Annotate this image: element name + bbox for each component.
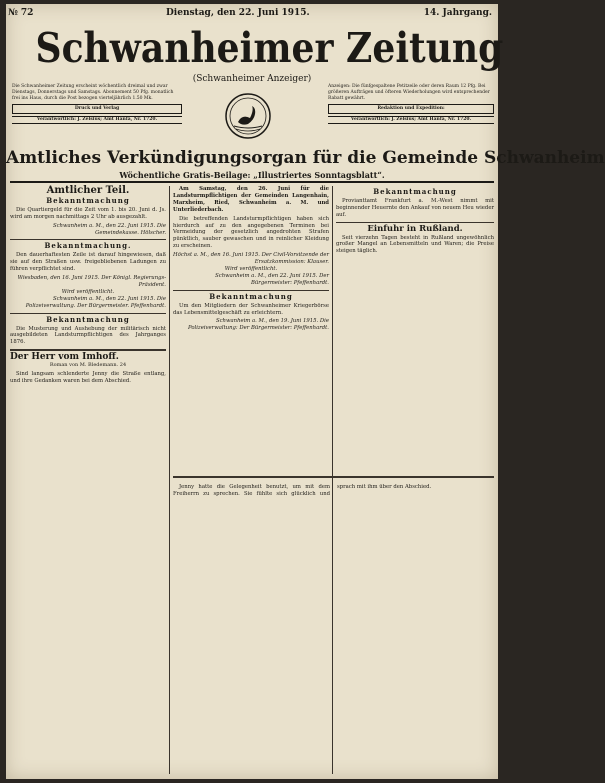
- serial-continuation-text: Jenny hatte die Gelegenheit benutzt, um mit dem Freiherrn zu sprechen. Sie fühlte sich glücklich und sprach mit ihm über den Abschied.: [173, 484, 432, 497]
- notice-title: Bekanntmachung: [46, 314, 130, 324]
- notice-publication: Wird veröffentlicht.: [224, 265, 278, 272]
- notice-signature: Höchst a. M., den 16. Juni 1915. Der Civil-Vorsitzende der Ersatzkommission: Klauser.: [173, 252, 329, 266]
- notice-text: Provianttamt Frankfurt a. M.-West nimmt mit beginnender Heuernte den Ankauf von neuem Heu wieder auf.: [336, 197, 494, 218]
- notice-title: Bekanntmachung: [209, 291, 293, 301]
- notice-text: Die Musterung und Aushebung der militärisch nicht ausgebildeten Landsturmpflichtigen des Jahrganges 1876.: [10, 325, 166, 346]
- notice-title: Bekanntmachung.: [44, 241, 132, 251]
- divider: [10, 349, 166, 351]
- divider: [10, 239, 166, 240]
- article-title: Einfuhr in Rußland.: [367, 223, 463, 234]
- notice-title: Bekanntmachung: [46, 195, 130, 205]
- dateline: [6, 8, 498, 20]
- notice-signature: Schwanheim a. M., den 22. Juni 1915. Der Bürgermeister: Pfeffenhardt.: [215, 272, 329, 286]
- serial-continuation: [173, 484, 494, 774]
- subscription-info-box: [12, 84, 182, 148]
- serial-novel-title: Der Herr vom Imhoff.: [10, 352, 119, 363]
- header-rule: [10, 181, 494, 183]
- notice-signature: Wiesbaden, den 16. Juni 1915. Der Königl. Regierungs-Präsident.: [17, 275, 166, 288]
- divider: [173, 290, 329, 291]
- muster-schedule-text: Am Samstag, den 26. Juni für die Landsturmpflichtigen der Gemeinden Langenhain, Marxheim, Ried, Schwanheim a. M. und Unterliederbach.: [173, 186, 329, 213]
- serial-novel-text: Sind langsam schlenderte Jenny die Straße entlang, und ihre Gedanken waren bei dem Abschied.: [10, 371, 166, 384]
- column-divider: [169, 186, 170, 774]
- column-2: [173, 186, 329, 482]
- notice-signature: Schwanheim a. M., den 22. Juni 1915. Die Polizeiverwaltung. Der Bürgermeister. Pfeffenhardt.: [25, 295, 166, 309]
- issue-number: № 72: [8, 8, 34, 18]
- divider: [173, 476, 494, 478]
- responsible-editor-left: Verantwortlich: J. Zelsius; Amt Hanfa, Nr. 1720.: [12, 116, 182, 124]
- notice-text: Die Quartiergeld für die Zeit vom 1. bis 20. Juni d. Js. wird am morgen nachmittags 2 Uhr ab ausgezahlt.: [10, 206, 166, 220]
- notice-text: Um den Mitgliedern der Schwanheimer Kriegerbörse das Lebensmittelgeschäft zu erleichtern.: [173, 302, 329, 316]
- notice-signature: Schwanheim a. M., den 19. Juni 1915. Die Polizeiverwaltung: Der Bürgermeister: Pfeffenhardt.: [188, 318, 329, 332]
- masthead-title: Schwanheimer Zeitung: [35, 24, 504, 72]
- section-heading-official: Amtlicher Teil.: [46, 185, 130, 196]
- weekly-supplement-line: Wöchentliche Gratis-Beilage: „Illustriertes Sonntagsblatt“.: [119, 170, 385, 180]
- editorial-office-box: Redaktion und Expedition:: [328, 104, 494, 114]
- serial-novel-author: Roman von M. Bledemann. 24: [49, 362, 127, 369]
- column-3: [336, 186, 494, 482]
- notice-title: Bekanntmachung: [373, 187, 457, 196]
- subscription-text: Die Schwanheimer Zeitung erscheint wöchentlich dreimal und zwar Dienstags, Donnerstags und Samstags. Abonnement 50 Pfg. monatlich frei ins Haus, durch die Post bezogen vierteljährlich 1.50 Mk.: [12, 84, 174, 101]
- advertising-info-box: [328, 84, 494, 148]
- divider: [336, 222, 494, 223]
- column-1: [10, 186, 166, 774]
- responsible-editor-right: Verantwortlich: J. Zelsius; Amt Hanfa, Nr. 1720.: [328, 116, 494, 124]
- notice-text: Den dauerhaftesten Zeile ist darauf hingewiesen, daß sie auf den Straßen usw. freigebliebenen Ladungen zu führen verpflichtet sind.: [10, 252, 166, 273]
- issue-date: Dienstag, den 22. Juni 1915.: [166, 8, 310, 18]
- article-text: Seit vierzehn Tagen besteht in Rußland ungewöhnlich großer Mangel an Lebensmitteln und Waren; die Preise steigen täglich.: [336, 234, 494, 255]
- notice-publication: Wird veröffentlicht.: [61, 288, 115, 295]
- issue-year: 14. Jahrgang.: [423, 8, 492, 18]
- muster-instructions-text: Die betreffenden Landsturmpflichtigen haben sich hierdurch auf zu den angegebenen Terminen bei Vermeidung der gesetzlich angedrohten Strafen pünktlich, sauber gewaschen und in reinlicher Kleidung zu erscheinen.: [173, 215, 329, 250]
- notice-signature: Schwanheim a. M., den 22. Juni 1915. Die Gemeindekasse. Hölscher.: [52, 222, 166, 236]
- divider: [10, 313, 166, 314]
- swan-emblem-icon: [224, 92, 272, 140]
- advertising-text: Anzeigen: Die fünfgespaltene Petitzeile oder deren Raum 12 Pfg. Bei größeren Aufträgen und öfteren Wiederholungen wird entsprechender Rabatt gewährt.: [328, 84, 490, 101]
- official-organ-title: Amtliches Verkündigungsorgan für die Gemeinde Schwanheim: [6, 148, 605, 168]
- newspaper-page: [6, 4, 605, 779]
- print-publisher-box: Druck und Verlag: [12, 104, 182, 114]
- masthead-subtitle: (Schwanheimer Anzeiger): [192, 74, 312, 84]
